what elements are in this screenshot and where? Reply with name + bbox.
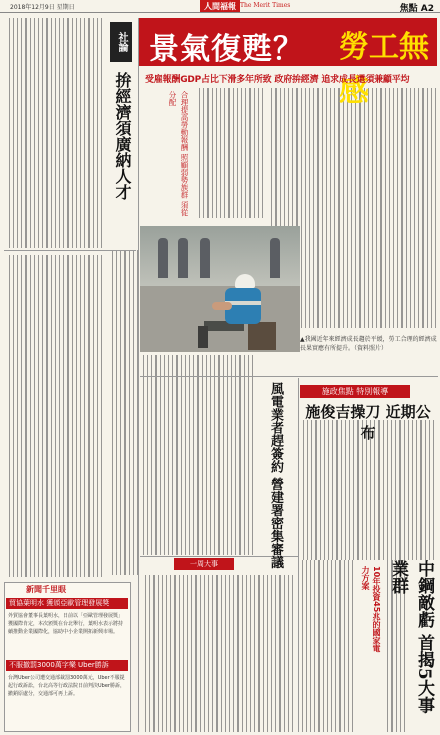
text-line xyxy=(359,88,360,328)
text-line xyxy=(376,88,377,328)
text-line xyxy=(380,88,381,328)
text-line xyxy=(13,18,14,248)
text-line xyxy=(235,355,236,555)
text-line xyxy=(241,88,242,218)
text-line xyxy=(351,88,352,328)
text-line xyxy=(59,255,60,577)
text-line xyxy=(72,255,73,577)
text-line xyxy=(220,88,221,218)
text-line xyxy=(254,88,255,218)
text-line xyxy=(88,255,89,577)
story2-title: 風電業者趕簽約 營建署密集審議 xyxy=(268,382,283,569)
text-column-far-left-mid xyxy=(4,255,104,577)
text-line xyxy=(242,575,243,732)
lead-headline-part-a: 景氣復甦？ xyxy=(149,32,304,67)
text-line xyxy=(288,575,289,732)
text-line xyxy=(51,255,52,577)
text-line xyxy=(187,575,188,732)
text-line xyxy=(170,575,171,732)
text-line xyxy=(191,575,192,732)
text-line xyxy=(414,88,415,328)
divider xyxy=(298,378,299,732)
lead-subheadline: 受雇報酬GDP占比下滑多年所致 政府拚經濟 追求成長還須兼顧平均 xyxy=(145,75,410,85)
text-line xyxy=(143,355,144,555)
text-line xyxy=(179,575,180,732)
text-line xyxy=(203,88,204,218)
text-line xyxy=(147,355,148,555)
text-line xyxy=(210,355,211,555)
text-line xyxy=(326,88,327,328)
text-line xyxy=(237,575,238,732)
text-line xyxy=(233,88,234,218)
text-line xyxy=(30,255,31,577)
text-line xyxy=(397,88,398,328)
text-line xyxy=(38,18,39,248)
text-line xyxy=(309,88,310,328)
text-line xyxy=(120,250,121,575)
text-line xyxy=(214,355,215,555)
text-line xyxy=(317,88,318,328)
photo-caption: ▲我國近年來經濟成長趨於平緩，勞工合理的經濟成長果實應有所提升。（資料照片） xyxy=(300,336,437,352)
text-line xyxy=(55,18,56,248)
text-column-story2 xyxy=(140,355,255,555)
text-line xyxy=(410,88,411,328)
text-line xyxy=(63,18,64,248)
text-line xyxy=(164,355,165,555)
text-line xyxy=(301,88,302,328)
text-line xyxy=(323,560,324,732)
brief1-text: 外貿協會董事長葉明水，日前以「亞歐管理發展獎」獲國際肯定，本次頒獎在台北舉行，葉明水表示將持續推動企業國際化，協助中小企業開拓新興市場。 xyxy=(8,613,124,635)
text-line xyxy=(145,575,146,732)
text-line xyxy=(393,88,394,328)
text-line xyxy=(302,560,303,732)
divider xyxy=(4,250,136,251)
text-line xyxy=(244,355,245,555)
editorial-title: 拚經濟須廣納人才 xyxy=(113,72,132,200)
text-line xyxy=(84,255,85,577)
text-line xyxy=(38,255,39,577)
text-line xyxy=(67,255,68,577)
text-line xyxy=(162,575,163,732)
text-line xyxy=(17,18,18,248)
text-line xyxy=(310,560,311,732)
text-line xyxy=(124,250,125,575)
text-line xyxy=(231,355,232,555)
masthead-logo: 人間福報 xyxy=(200,0,240,12)
divider xyxy=(140,376,438,377)
text-line xyxy=(212,88,213,218)
text-line xyxy=(84,18,85,248)
text-line xyxy=(212,575,213,732)
text-line xyxy=(305,88,306,328)
masthead-english: The Merit Times xyxy=(240,2,291,9)
story4-title: 中鋼敵虧 首揭5大事業群 xyxy=(388,560,434,714)
text-line xyxy=(80,18,81,248)
text-line xyxy=(76,255,77,577)
text-line xyxy=(17,255,18,577)
text-line xyxy=(101,18,102,248)
text-line xyxy=(97,255,98,577)
text-line xyxy=(314,560,315,732)
text-line xyxy=(176,355,177,555)
text-line xyxy=(197,355,198,555)
text-line xyxy=(331,560,332,732)
worker-photo xyxy=(140,226,300,352)
text-line xyxy=(149,575,150,732)
text-line xyxy=(199,88,200,218)
text-line xyxy=(97,18,98,248)
text-line xyxy=(59,18,60,248)
text-line xyxy=(88,18,89,248)
text-line xyxy=(368,88,369,328)
text-line xyxy=(189,355,190,555)
text-line xyxy=(248,355,249,555)
text-line xyxy=(34,18,35,248)
text-line xyxy=(355,88,356,328)
text-line xyxy=(249,88,250,218)
text-line xyxy=(422,88,423,328)
text-line xyxy=(9,18,10,248)
text-line xyxy=(185,355,186,555)
text-line xyxy=(46,18,47,248)
text-line xyxy=(258,88,259,218)
brief2-title: 不服撤罰3000萬字樂 Uber勝訴 xyxy=(6,660,128,671)
text-line xyxy=(204,575,205,732)
text-line xyxy=(181,355,182,555)
text-line xyxy=(21,255,22,577)
issue-date: 2018年12月9日 星期日 xyxy=(10,4,75,11)
text-line xyxy=(327,560,328,732)
text-line xyxy=(129,250,130,575)
text-line xyxy=(418,88,419,328)
brief2-text: 台灣Uber公司遭交通部裁罰3000萬元，Uber不服提起行政訴訟，台北高等行政法院日前判決Uber勝訴，撤銷原處分，交通部可再上訴。 xyxy=(8,675,125,697)
text-line xyxy=(322,88,323,328)
text-line xyxy=(168,355,169,555)
text-line xyxy=(225,575,226,732)
text-line xyxy=(155,355,156,555)
text-line xyxy=(202,355,203,555)
text-line xyxy=(334,88,335,328)
text-line xyxy=(151,355,152,555)
text-line xyxy=(218,355,219,555)
text-line xyxy=(313,88,314,328)
editorial-label: 社論 xyxy=(110,22,132,62)
text-line xyxy=(207,88,208,218)
hard-hat-icon xyxy=(235,274,255,288)
text-line xyxy=(229,575,230,732)
text-line xyxy=(292,575,293,732)
text-column-editorial-mid xyxy=(110,250,140,575)
text-line xyxy=(352,560,353,732)
brief1-title: 貿協葉明水 獲頒亞歐管理發展獎 xyxy=(6,598,128,609)
story3-subtitle: 10年投資45兆的國家電力方案 xyxy=(361,566,381,653)
text-line xyxy=(200,575,201,732)
text-line xyxy=(34,255,35,577)
text-line xyxy=(195,575,196,732)
pullquote-text: 合理提高勞動報酬 照顧弱勢族群 須從分配 xyxy=(168,91,189,216)
text-line xyxy=(339,560,340,732)
text-line xyxy=(330,88,331,328)
text-line xyxy=(364,88,365,328)
text-line xyxy=(55,255,56,577)
text-line xyxy=(193,355,194,555)
text-line xyxy=(338,88,339,328)
text-line xyxy=(216,88,217,218)
text-line xyxy=(153,575,154,732)
text-line xyxy=(112,250,113,575)
text-line xyxy=(306,560,307,732)
text-line xyxy=(224,88,225,218)
text-line xyxy=(245,88,246,218)
text-line xyxy=(80,255,81,577)
text-line xyxy=(21,18,22,248)
text-line xyxy=(372,88,373,328)
text-line xyxy=(46,255,47,577)
text-line xyxy=(431,88,432,328)
lead-headline-part-b: 勞工無感 xyxy=(339,30,429,109)
text-line xyxy=(116,250,117,575)
text-line xyxy=(9,255,10,577)
text-line xyxy=(133,250,134,575)
text-line xyxy=(183,575,184,732)
text-line xyxy=(343,88,344,328)
text-line xyxy=(67,18,68,248)
text-line xyxy=(63,255,64,577)
text-line xyxy=(13,255,14,577)
text-line xyxy=(318,560,319,732)
text-line xyxy=(262,88,263,218)
text-line xyxy=(250,575,251,732)
text-line xyxy=(348,560,349,732)
text-line xyxy=(221,575,222,732)
text-line xyxy=(344,560,345,732)
text-line xyxy=(216,575,217,732)
text-line xyxy=(166,575,167,732)
text-line xyxy=(51,18,52,248)
text-line xyxy=(401,88,402,328)
text-line xyxy=(233,575,234,732)
text-line xyxy=(227,355,228,555)
story3-title: 施俊吉操刀 近期公布 xyxy=(305,403,431,442)
divider xyxy=(138,18,139,732)
text-line xyxy=(389,88,390,328)
text-line xyxy=(254,575,255,732)
lead-pullquote xyxy=(166,91,191,221)
briefs-heading: 新聞千里眼 xyxy=(26,585,66,594)
text-column-story3-bottom xyxy=(300,560,355,732)
story3-kicker: 施政焦點 特別報導 xyxy=(300,385,410,398)
page-header xyxy=(0,0,440,13)
text-line xyxy=(42,18,43,248)
text-line xyxy=(406,88,407,328)
text-line xyxy=(252,355,253,555)
section-label: 焦點 A2 xyxy=(399,4,434,14)
week-box-title: 一周大事 xyxy=(174,558,234,570)
text-line xyxy=(228,88,229,218)
text-line xyxy=(223,355,224,555)
text-line xyxy=(72,18,73,248)
text-line xyxy=(174,575,175,732)
text-line xyxy=(427,88,428,328)
text-line xyxy=(93,255,94,577)
text-line xyxy=(158,575,159,732)
text-line xyxy=(239,355,240,555)
text-line xyxy=(30,18,31,248)
text-line xyxy=(347,88,348,328)
text-line xyxy=(335,560,336,732)
text-line xyxy=(25,255,26,577)
text-line xyxy=(206,355,207,555)
text-line xyxy=(435,88,436,328)
text-line xyxy=(25,18,26,248)
text-line xyxy=(385,88,386,328)
text-line xyxy=(93,18,94,248)
text-line xyxy=(208,575,209,732)
text-line xyxy=(246,575,247,732)
text-line xyxy=(237,88,238,218)
text-line xyxy=(101,255,102,577)
text-line xyxy=(42,255,43,577)
text-column-far-left-top xyxy=(4,18,104,248)
text-line xyxy=(172,355,173,555)
text-line xyxy=(76,18,77,248)
text-column-lead-left xyxy=(195,88,265,218)
text-line xyxy=(160,355,161,555)
